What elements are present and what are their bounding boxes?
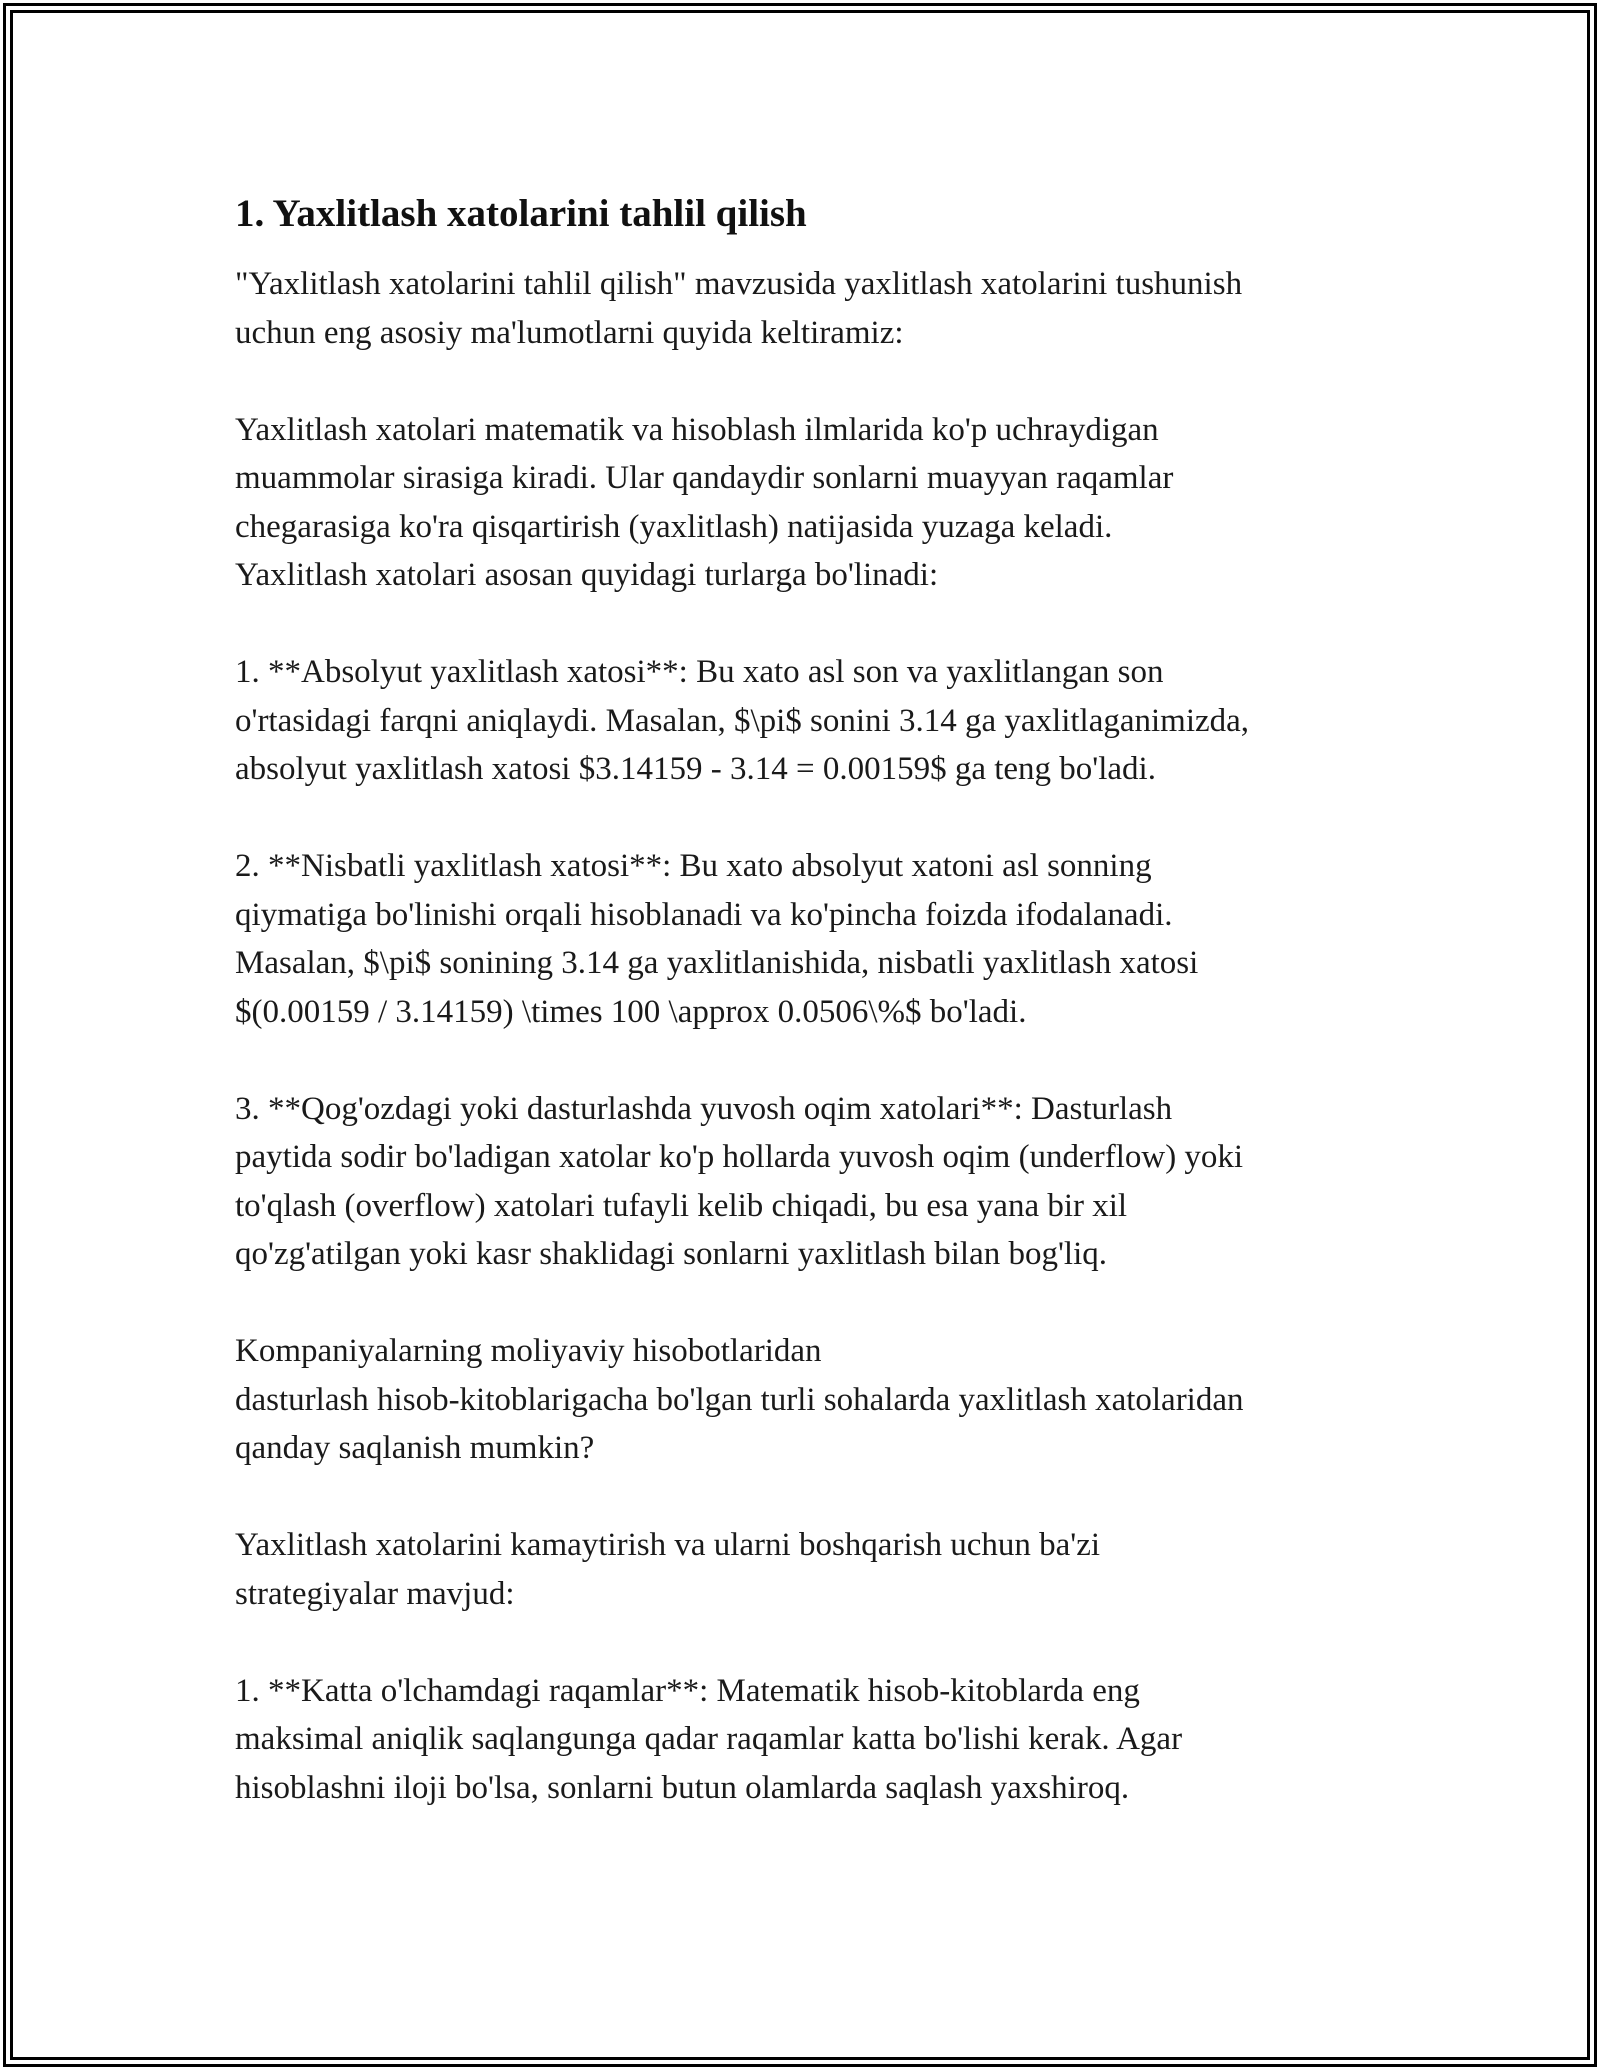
list-item-relative-error: 2. **Nisbatli yaxlitlash xatosi**: Bu xato absolyut xatoni asl sonning qiymatiga bo'linishi orqali hisoblanadi va ko'pincha foizda ifodalanadi. Masalan, $\pi$ sonining 3.14 ga yaxlitlanishida, nisbatli yaxlitlash xatosi $(0.00159 / 3.14159) \times 100 \approx 0.0506\%$ bo'ladi. (235, 848, 1199, 1030)
list-item-large-numbers: 1. **Katta o'lchamdagi raqamlar**: Matematik hisob-kitoblarda eng maksimal aniqlik saqlangunga qadar raqamlar katta bo'lishi kerak. Agar hisoblashni iloji bo'lsa, sonlarni butun olamlarda saqlash yaxshiroq. (235, 1672, 1183, 1806)
list-item-underflow-error: 3. **Qog'ozdagi yoki dasturlashda yuvosh oqim xatolari**: Dasturlash paytida sodir bo'ladigan xatolar ko'p hollarda yuvosh oqim (underflow) yoki to'qlash (overflow) xatolari tufayli kelib chiqadi, bu esa yana bir xil qo'zg'atilgan yoki kasr shaklidagi sonlarni yaxlitlash bilan bog'liq. (235, 1090, 1244, 1272)
definition-paragraph: Yaxlitlash xatolari matematik va hisoblash ilmlarida ko'p uchraydigan muammolar sirasiga kiradi. Ular qandaydir sonlarni muayyan raqamlar chegarasiga ko'ra qisqartirish (yaxlitlash) natijasida yuzaga keladi. Yaxlitlash xatolari asosan quyidagi turlarga bo'linadi: (235, 411, 1174, 593)
list-item-absolute-error: 1. **Absolyut yaxlitlash xatosi**: Bu xato asl son va yaxlitlangan son o'rtasidagi farqni aniqlaydi. Masalan, $\pi$ sonini 3.14 ga yaxlitlaganimizda, absolyut yaxlitlash xatosi $3.14159 - 3.14 = 0.00159$ ga teng bo'ladi. (235, 654, 1250, 787)
document-body (235, 188, 1385, 1861)
section-title: 1. Yaxlitlash xatolarini tahlil qilish (235, 192, 807, 235)
question-paragraph: Kompaniyalarning moliyaviy hisobotlaridan dasturlash hisob-kitoblarigacha bo'lgan turli sohalarda yaxlitlash xatolaridan qanday saqlanish mumkin? (235, 1333, 1244, 1466)
intro-paragraph: "Yaxlitlash xatolarini tahlil qilish" mavzusida yaxlitlash xatolarini tushunish uchun eng asosiy ma'lumotlarni quyida keltiramiz: (235, 266, 1243, 351)
strategies-intro-paragraph: Yaxlitlash xatolarini kamaytirish va ularni boshqarish uchun ba'zi strategiyalar mavjud: (235, 1527, 1101, 1612)
